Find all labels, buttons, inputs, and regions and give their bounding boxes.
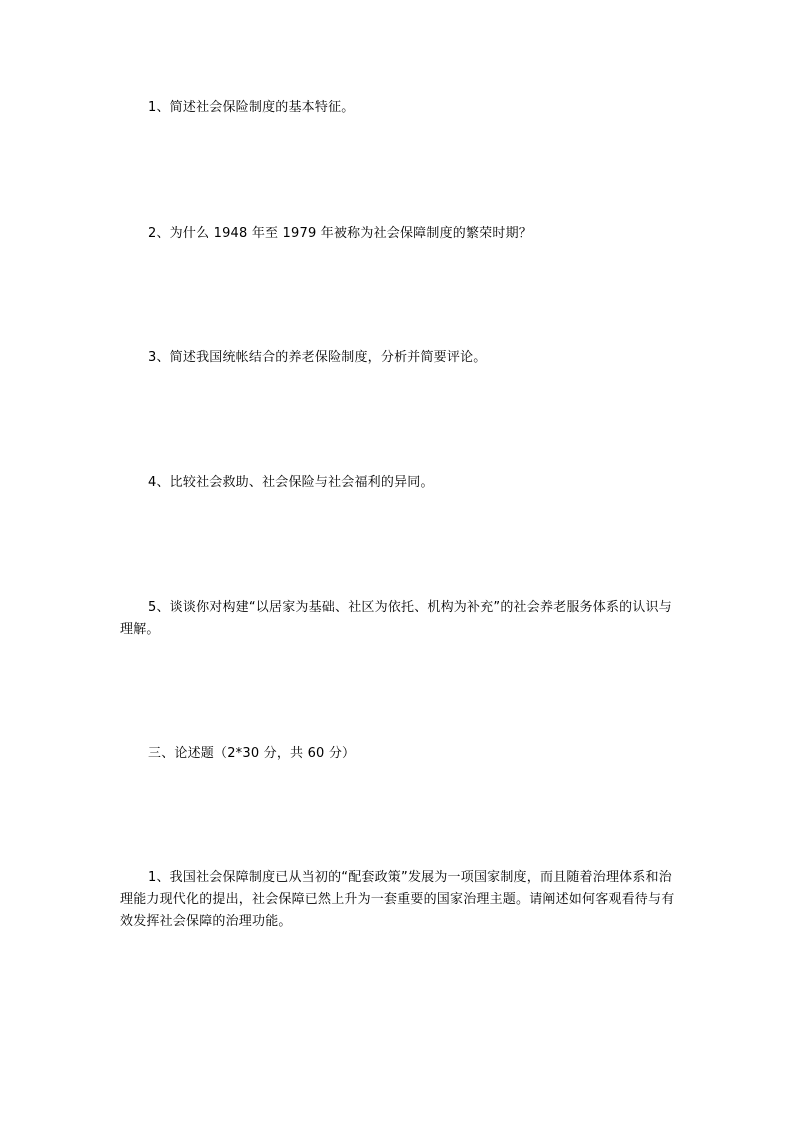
essay-question-1: 1、我国社会保障制度已从当初的“配套政策”发展为一项国家制度，而且随着治理体系和治理能力现代化的提出，社会保障已然上升为一套重要的国家治理主题。请阐述如何客观看待与有效发挥社会保障的治理功能。	[120, 870, 675, 929]
short-answer-question-1: 1、简述社会保险制度的基本特征。	[148, 100, 355, 115]
short-answer-question-4: 4、比较社会救助、社会保险与社会福利的异同。	[148, 475, 434, 490]
essay-section-heading: 三、论述题（2*30 分，共 60 分）	[148, 746, 356, 761]
short-answer-question-5: 5、谈谈你对构建“以居家为基础、社区为依托、机构为补充”的社会养老服务体系的认识与理解。	[120, 600, 672, 637]
short-answer-question-3: 3、简述我国统帐结合的养老保险制度，分析并简要评论。	[148, 350, 487, 365]
short-answer-question-2: 2、为什么 1948 年至 1979 年被称为社会保障制度的繁荣时期？	[148, 226, 532, 241]
